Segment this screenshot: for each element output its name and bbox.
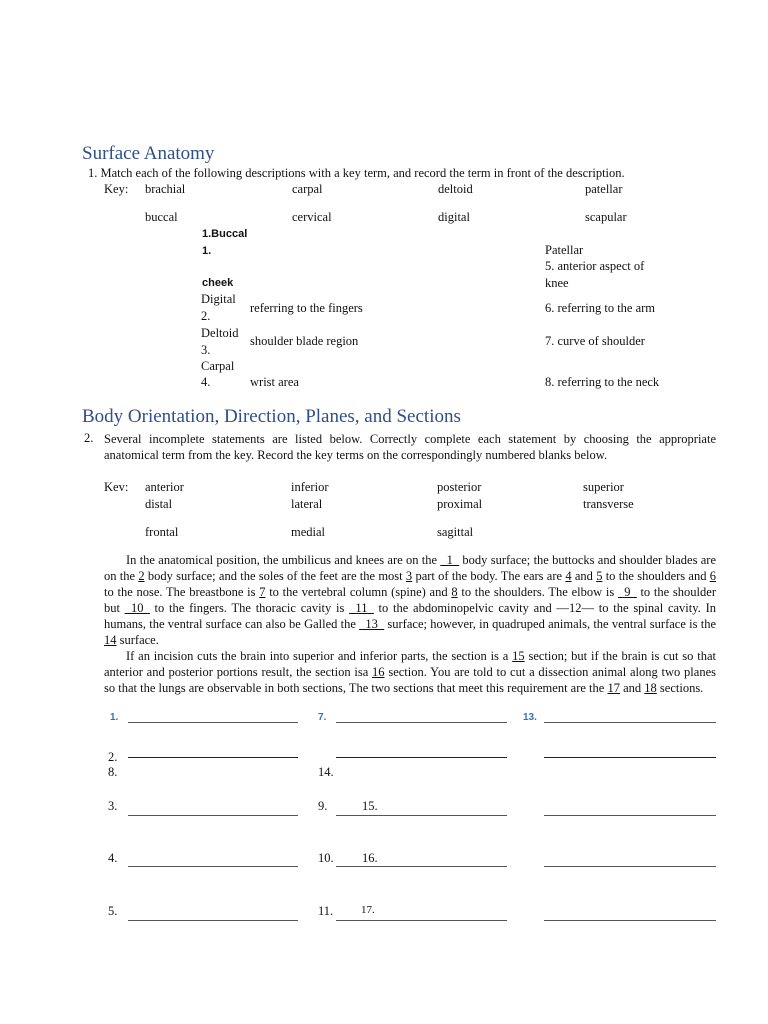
answer-blank[interactable] [336, 866, 507, 867]
statement-paragraph-2 [104, 648, 716, 696]
key-term: proximal [437, 497, 483, 511]
item-number: 1. [202, 245, 212, 257]
answer-5: Patellar [545, 243, 584, 257]
instruction-2-number: 2. [84, 431, 94, 445]
key-term: deltoid [438, 182, 473, 196]
item-description: 8. referring to the neck [545, 375, 660, 389]
blank-number: 7. [318, 712, 327, 723]
statement-text: surface; however, in quadruped animals, the ventral surface is the [384, 617, 716, 631]
blank-reference: _9_ [617, 585, 637, 599]
blank-reference: 17 [607, 681, 620, 695]
blank-reference: 3 [405, 569, 413, 583]
answer-3: Deltoid [201, 326, 239, 340]
answer-blank[interactable] [336, 920, 507, 921]
answer-1: 1.Buccal [202, 228, 248, 240]
blank-reference: 18 [644, 681, 657, 695]
statement-text: to the nose. The breastbone is [104, 585, 260, 599]
blank-number: 1. [110, 712, 119, 723]
statement-text: to the shoulder but [104, 585, 716, 615]
statement-text: section. You are told to cut a dissection animal along two planes so that the lungs are observable in both sections, The two sections that meet this requirement are the [104, 665, 716, 695]
blank-reference: 2 [138, 569, 145, 583]
key-term: anterior [145, 480, 184, 494]
blank-reference: _10_ [124, 601, 150, 615]
blank-reference: _13_ [359, 617, 385, 631]
item-description: 7. curve of shoulder [545, 334, 645, 348]
answer-blank[interactable] [544, 757, 716, 758]
statement-text: to the shoulders and [602, 569, 710, 583]
item-description: shoulder blade region [250, 334, 359, 348]
statement-text: to the abdominopelvic cavity and —12— to the spinal cavity. In humans, the ventral surface can also be Galled the [104, 601, 716, 631]
key-term: sagittal [437, 525, 474, 539]
blank-reference: _1_ [440, 553, 460, 567]
statement-text: to the shoulders. The elbow is [457, 585, 618, 599]
blank-reference: 14 [104, 633, 117, 647]
item-description: 6. referring to the arm [545, 301, 656, 315]
key-term: buccal [145, 210, 178, 224]
item-description: 5. anterior aspect of [545, 259, 645, 273]
blank-number: 5. [108, 904, 118, 918]
key-label: Kev: [104, 480, 129, 494]
key-term: posterior [437, 480, 482, 494]
blank-number: 14. [318, 765, 334, 779]
key-term: brachial [145, 182, 186, 196]
statement-text: and [571, 569, 597, 583]
blank-number: 13. [523, 712, 537, 723]
blank-reference: 6 [709, 569, 716, 583]
blank-reference: 7 [259, 585, 266, 599]
answer-blank[interactable] [544, 815, 716, 816]
answer-blank[interactable] [544, 722, 716, 723]
statement-text: In the anatomical position, the umbilicus and knees are on the [126, 553, 441, 567]
blank-number: 16. [362, 851, 378, 865]
statement-text: to the fingers. The thoracic cavity is [149, 601, 350, 615]
answer-blank[interactable] [544, 866, 716, 867]
answer-blank[interactable] [128, 866, 298, 867]
statement-text: If an incision cuts the brain into superior and inferior parts, the section is a [126, 649, 513, 663]
answer-blank[interactable] [336, 815, 507, 816]
blank-number: 3. [108, 799, 118, 813]
section-title-body-orientation: Body Orientation, Direction, Planes, and Sections [82, 406, 461, 427]
key-term: frontal [145, 525, 179, 539]
key-term: transverse [583, 497, 634, 511]
answer-2: Digital [201, 292, 236, 306]
statement-text: surface. [116, 633, 159, 647]
statement-text: sections. [656, 681, 704, 695]
blank-number: 9. [318, 799, 328, 813]
blank-reference: 8 [451, 585, 458, 599]
blank-reference: _11_ [349, 601, 374, 615]
item-description: knee [545, 276, 569, 290]
blank-number: 8. [108, 765, 118, 779]
blank-reference: 16 [372, 665, 385, 679]
blank-number: 17. [361, 904, 375, 916]
item-number: 2. [201, 309, 211, 323]
statement-text: body surface; the buttocks and shoulder blades are on the [104, 553, 716, 583]
answer-blank[interactable] [336, 757, 507, 758]
blank-reference: 5 [596, 569, 603, 583]
key-term: lateral [291, 497, 323, 511]
key-term: medial [291, 525, 326, 539]
key-term: digital [438, 210, 470, 224]
statement-text: to the vertebral column (spine) and [265, 585, 452, 599]
key-term: patellar [585, 182, 623, 196]
key-term: distal [145, 497, 173, 511]
item-description: referring to the fingers [250, 301, 363, 315]
blank-number: 10. [318, 851, 334, 865]
item-number: 3. [201, 343, 211, 357]
blank-number: 2. [108, 750, 118, 764]
statement-text: body surface; and the soles of the feet are the most [144, 569, 406, 583]
key-term: scapular [585, 210, 627, 224]
key-label: Key: [104, 182, 129, 196]
answer-blank[interactable] [128, 920, 298, 921]
answer-blank[interactable] [336, 722, 507, 723]
key-term: inferior [291, 480, 329, 494]
item-number: 4. [201, 375, 211, 389]
answer-blank[interactable] [128, 757, 298, 758]
blank-number: 11. [318, 904, 334, 918]
answer-4: Carpal [201, 359, 235, 373]
blank-reference: 15 [512, 649, 525, 663]
answer-blank[interactable] [128, 722, 298, 723]
key-term: cervical [292, 210, 332, 224]
blank-number: 15. [362, 799, 378, 813]
key-term: superior [583, 480, 624, 494]
statement-text: and [619, 681, 645, 695]
item-description: wrist area [250, 375, 299, 389]
answer-blank[interactable] [544, 920, 716, 921]
answer-blank[interactable] [128, 815, 298, 816]
instruction-2: Several incomplete statements are listed below. Correctly complete each statement by choosing the appropriate anatomical term from the key. Record the key terms on the correspondingly numbered blanks below. [104, 432, 716, 462]
key-term: carpal [292, 182, 323, 196]
statement-paragraph-1 [104, 552, 716, 648]
instruction-1: 1. Match each of the following descriptions with a key term, and record the term in front of the description. [88, 166, 625, 180]
section-title-surface-anatomy: Surface Anatomy [82, 143, 215, 164]
statement-text: section; but if the brain is cut so that anterior and posterior portions result, the section isa [104, 649, 716, 679]
statement-text: part of the body. The ears are [412, 569, 566, 583]
item-description: cheek [202, 277, 234, 289]
blank-number: 4. [108, 851, 118, 865]
blank-reference: 4 [565, 569, 572, 583]
